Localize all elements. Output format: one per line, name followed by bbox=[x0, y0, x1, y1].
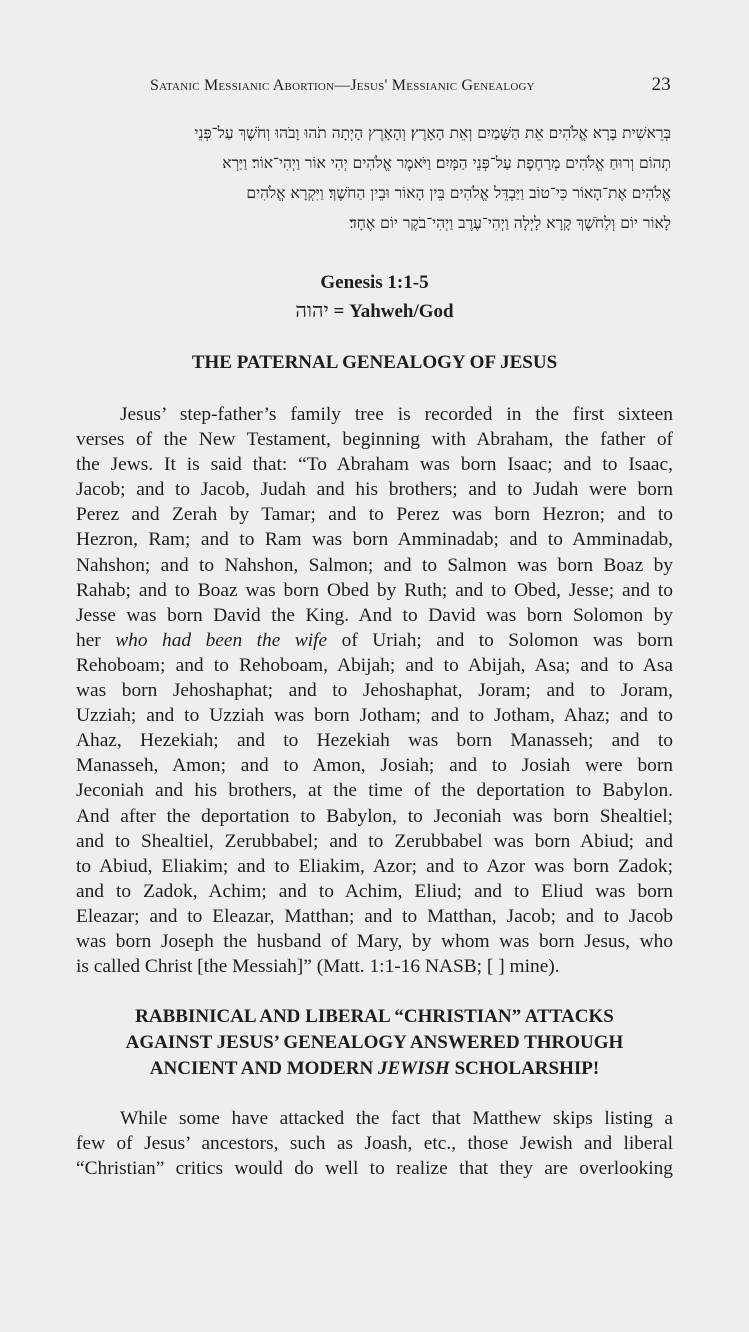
divine-name-line bbox=[76, 296, 673, 326]
text-line: was born Jehoshaphat; and to Jehoshaphat, Joram; and to Joram, bbox=[76, 680, 673, 702]
section-heading-paternal: THE PATERNAL GENEALOGY OF JESUS bbox=[191, 352, 558, 373]
paragraph-critics bbox=[76, 1106, 673, 1181]
text-line: Jacob; and to Jacob, Judah and his brothers; and to Judah were born bbox=[76, 479, 673, 501]
text-line: verses of the New Testament, beginning with Abraham, the father of bbox=[76, 429, 673, 451]
text-line: While some have attacked the fact that Matthew skips listing a bbox=[120, 1108, 673, 1129]
heading-italic-word: JEWISH bbox=[378, 1058, 450, 1079]
text-line: Eleazar; and to Eleazar, Matthan; and to Matthan, Jacob; and to Jacob bbox=[76, 905, 673, 927]
text-line: is called Christ [the Messiah]” (Matt. 1:1-16 NASB; [ ] mine). bbox=[76, 956, 560, 978]
heading-segment: ANCIENT AND MODERN bbox=[149, 1058, 378, 1079]
paragraph-genealogy bbox=[76, 402, 673, 979]
tetragrammaton: יהוה bbox=[295, 298, 329, 322]
hebrew-line: תְהוֹם וְרוּחַ אֱלֹהִים מְרַחֶפֶת עַל־פְּנֵי הַמָּיִם׃ וַיֹּאמֶר אֱלֹהִים יְהִי אוֹר וַיְהִי־אוֹר׃ וַיַּרְא bbox=[222, 154, 671, 172]
text-line-italic-phrase bbox=[76, 628, 673, 653]
text-line: Jesus’ step-father’s family tree is recorded in the first sixteen bbox=[120, 404, 673, 425]
section-heading-rabbinical bbox=[76, 1004, 673, 1082]
text-line: Manasseh, Amon; and to Amon, Josiah; and to Josiah were born bbox=[76, 755, 673, 777]
text-line: Jesse was born David the King. And to David was born Solomon by bbox=[76, 604, 673, 626]
text-line: Perez and Zerah by Tamar; and to Perez was born Hezron; and to bbox=[76, 504, 673, 526]
text-line: few of Jesus’ ancestors, such as Joash, etc., those Jewish and liberal bbox=[76, 1133, 673, 1155]
italic-phrase: who had been the wife bbox=[115, 629, 328, 651]
hebrew-line: אֱלֹהִים אֶת־הָאוֹר כִּי־טוֹב וַיַּבְדֵּל אֱלֹהִים בֵּין הָאוֹר וּבֵין הַחֹשֶׁךְ׃ וַיִּקְרָא אֱלֹהִים bbox=[246, 184, 671, 202]
scripture-reference bbox=[76, 270, 673, 326]
text-segment: of Uriah; and to Solomon was born bbox=[327, 629, 673, 651]
text-line: Uzziah; and to Uzziah was born Jotham; and to Jotham, Ahaz; and to bbox=[76, 705, 673, 727]
heading-segment: SCHOLARSHIP! bbox=[449, 1058, 600, 1079]
text-line: “Christian” critics would do well to realize that they are overlooking bbox=[76, 1158, 673, 1180]
text-line: and to Shealtiel, Zerubbabel; and to Zerubbabel was born Abiud; and bbox=[76, 830, 673, 852]
hebrew-line: לָאוֹר יוֹם וְלַחֹשֶׁךְ קָרָא לָיְלָה וַיְהִי־עֶרֶב וַיְהִי־בֹקֶר יוֹם אֶחָד׃ bbox=[349, 214, 671, 232]
running-head bbox=[150, 74, 671, 96]
text-line: Jeconiah and his brothers, at the time of the deportation to Babylon. bbox=[76, 780, 673, 802]
scripture-citation: Genesis 1:1-5 bbox=[320, 272, 429, 293]
running-head-title: Satanic Messianic Abortion—Jesus' Messianic Genealogy bbox=[150, 77, 535, 94]
heading-line: RABBINICAL AND LIBERAL “CHRISTIAN” ATTACKS bbox=[135, 1006, 614, 1027]
text-line: and to Zadok, Achim; and to Achim, Eliud; and to Eliud was born bbox=[76, 880, 673, 902]
text-line: Rahab; and to Boaz was born Obed by Ruth; and to Obed, Jesse; and to bbox=[76, 579, 673, 601]
text-line: was born Joseph the husband of Mary, by whom was born Jesus, who bbox=[76, 930, 673, 952]
text-line: Rehoboam; and to Rehoboam, Abijah; and to Abijah, Asa; and to Asa bbox=[76, 654, 673, 676]
text-line: Ahaz, Hezekiah; and to Hezekiah was born Manasseh; and to bbox=[76, 730, 673, 752]
text-line: Nahshon; and to Nahshon, Salmon; and to Salmon was born Boaz by bbox=[76, 554, 673, 576]
text-segment: her bbox=[76, 629, 116, 651]
text-line: to Abiud, Eliakim; and to Eliakim, Azor; and to Azor was born Zadok; bbox=[76, 855, 673, 877]
text-line: Hezron, Ram; and to Ram was born Amminadab; and to Amminadab, bbox=[76, 529, 673, 551]
hebrew-genesis-text bbox=[76, 118, 671, 238]
divine-name-gloss: = Yahweh/God bbox=[333, 301, 454, 322]
heading-line bbox=[76, 1056, 673, 1082]
text-line: the Jews. It is said that: “To Abraham was born Isaac; and to Isaac, bbox=[76, 454, 673, 476]
page-number: 23 bbox=[651, 74, 671, 95]
heading-line: AGAINST JESUS’ GENEALOGY ANSWERED THROUGH bbox=[125, 1032, 624, 1053]
hebrew-line: בְּרֵאשִׁית בָּרָא אֱלֹהִים אֵת הַשָּׁמַיִם וְאֵת הָאָרֶץ׃ וְהָאָרֶץ הָיְתָה תֹהוּ וָבֹהוּ וְחֹשֶׁךְ עַל־פְּנֵי bbox=[194, 124, 671, 142]
text-line: And after the deportation to Babylon, to Jeconiah was born Shealtiel; bbox=[76, 805, 673, 827]
